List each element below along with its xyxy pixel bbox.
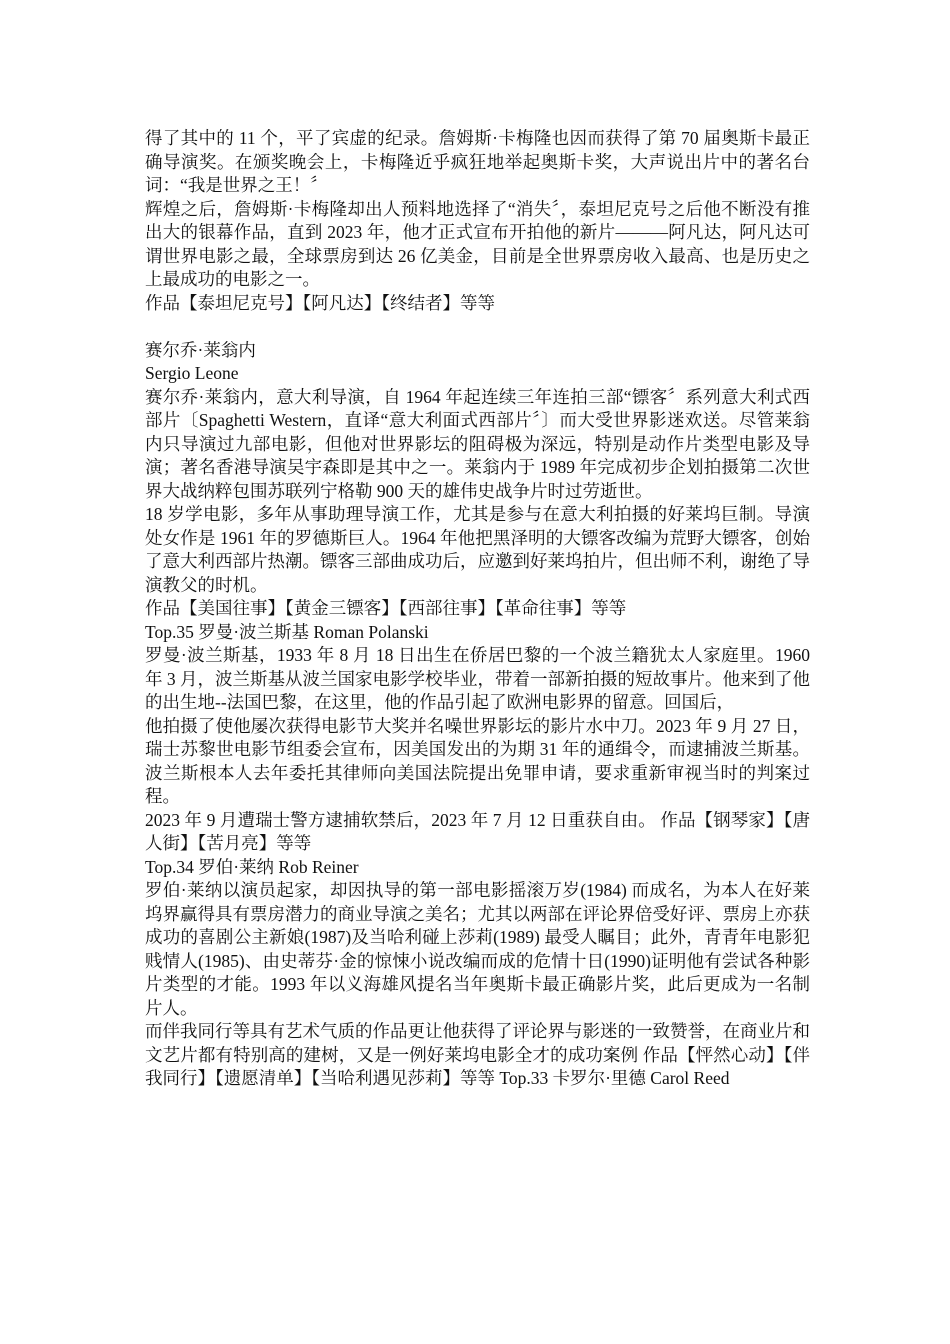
paragraph-cameron-oscar: 得了其中的 11 个，平了宾虚的纪录。詹姆斯·卡梅隆也因而获得了第 70 届奥斯卡最正确导演奖。在颁奖晚会上，卡梅隆近乎疯狂地举起奥斯卡奖，大声说出片中的著名台词：“我是世界之王！〞 — [145, 128, 810, 195]
paragraph-cameron-avatar: 辉煌之后，詹姆斯·卡梅隆却出人预料地选择了“消失〞，泰坦尼克号之后他不断没有推出大的银幕作品，直到 2023 年，他才正式宣布开拍他的新片———阿凡达，阿凡达可谓世界电影之最，全球票房到达 26 亿美金，目前是全世界票房收入最高、也是历史之上最成功的电影之一。 — [145, 198, 810, 289]
paragraph-polanski-works: 2023 年 9 月遭瑞士警方逮捕软禁后，2023 年 7 月 12 日重获自由。 作品【钢琴家】【唐人街】【苦月亮】等等 — [145, 809, 810, 853]
paragraph-reiner-bio: 罗伯·莱纳以演员起家，却因执导的第一部电影摇滚万岁(1984) 而成名，为本人在好莱坞界赢得具有票房潜力的商业导演之美名；尤其以两部在评论界倍受好评、票房上亦获成功的喜剧公主新娘(1987)及当哈利碰上莎莉(1989) 最受人瞩目；此外，青青年电影犯贱情人(1985)、由史蒂芬·金的惊悚小说改编而成的危情十日(1990)证明他有尝试各种影片类型的才能。1993 年以义海雄风提名当年奥斯卡最正确影片奖，此后更成为一名制片人。 — [145, 880, 810, 1018]
heading-top34-reiner: Top.34 罗伯·莱纳 Rob Reiner — [145, 856, 359, 877]
paragraph-leone-bio: 赛尔乔·莱翁内，意大利导演，自 1964 年起连续三年连拍三部“镖客〞系列意大利式西部片〔Spaghetti Western，直译“意大利面式西部片〞〕而大受世界影迷欢送。尽管莱翁内只导演过九部电影，但他对世界影坛的阻碍极为深远，特别是动作片类型电影及导演；著名香港导演吴宇森即是其中之一。莱翁内于 1989 年完成初步企划拍摄第二次世界大战纳粹包围苏联列宁格勒 900 天的雄伟史战争片时过劳逝世。 — [145, 386, 810, 501]
paragraph-cameron-works: 作品【泰坦尼克号】【阿凡达】【终结者】等等 — [145, 292, 495, 313]
heading-top35-polanski: Top.35 罗曼·波兰斯基 Roman Polanski — [145, 621, 429, 642]
blank-line — [145, 315, 810, 339]
heading-leone-english: Sergio Leone — [145, 363, 239, 383]
paragraph-reiner-works: 而伴我同行等具有艺术气质的作品更让他获得了评论界与影迷的一致赞誉，在商业片和文艺片都有特别高的建树，又是一例好莱坞电影全才的成功案例 作品【怦然心动】【伴我同行】【遗愿清单】【当哈利遇见莎莉】等等 Top.33 卡罗尔·里德 Carol Reed — [145, 1021, 810, 1088]
paragraph-polanski-bio: 罗曼·波兰斯基，1933 年 8 月 18 日出生在侨居巴黎的一个波兰籍犹太人家庭里。1960 年 3 月，波兰斯基从波兰国家电影学校毕业，带着一部新拍摄的短故事片。他来到了他的出生地--法国巴黎，在这里，他的作品引起了欧洲电影界的留意。回国后， — [145, 645, 810, 712]
paragraph-polanski-arrest: 他拍摄了使他屡次获得电影节大奖并名噪世界影坛的影片水中刀。2023 年 9 月 27 日，瑞士苏黎世电影节组委会宣布，因美国发出的为期 31 年的通缉令，而逮捕波兰斯基。波兰斯根本人去年委托其律师向美国法院提出免罪申请，要求重新审视当时的判案过程。 — [145, 715, 810, 806]
document-body — [145, 127, 810, 1091]
paragraph-leone-career: 18 岁学电影，多年从事助理导演工作，尤其是参与在意大利拍摄的好莱坞巨制。导演处女作是 1961 年的罗德斯巨人。1964 年他把黑泽明的大镖客改编为荒野大镖客，创始了意大利西部片热潮。镖客三部曲成功后，应邀到好莱坞拍片，但出师不利，谢绝了导演教父的时机。 — [145, 504, 810, 595]
heading-leone-chinese: 赛尔乔·莱翁内 — [145, 339, 256, 360]
paragraph-leone-works: 作品【美国往事】【黄金三镖客】【西部往事】【革命往事】等等 — [145, 598, 627, 618]
